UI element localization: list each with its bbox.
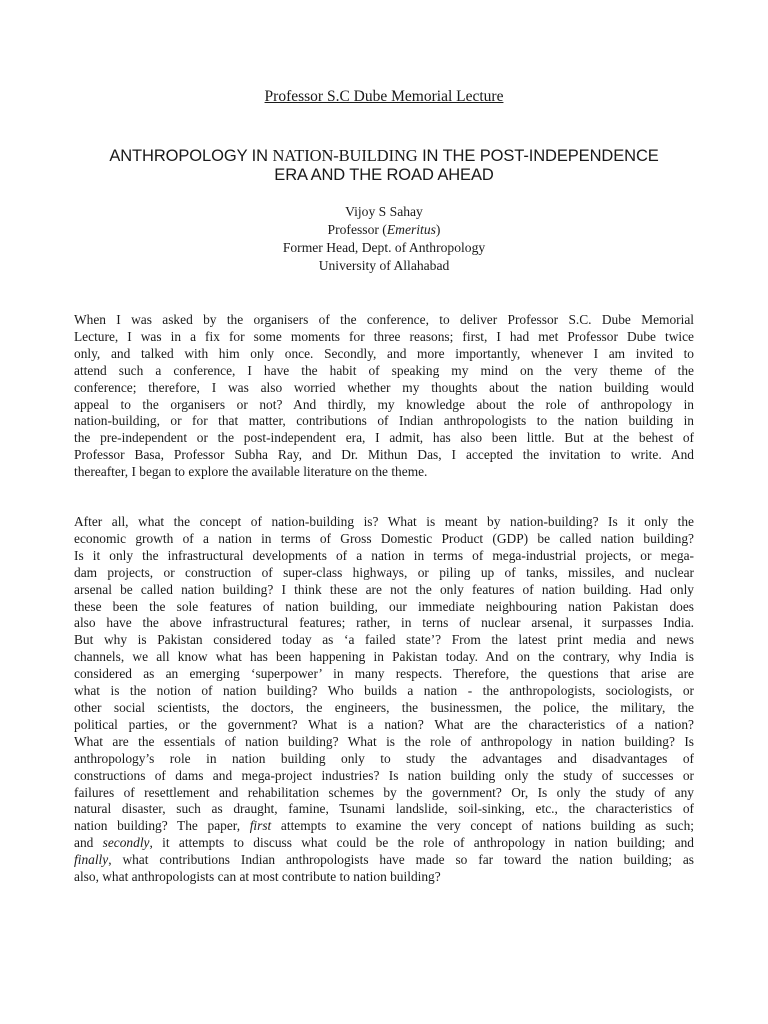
paper-title [64, 146, 704, 185]
paragraph-line: dam projects, or construction of super-class highways, or piling up of tanks, missiles, and nuclear [74, 564, 694, 580]
author-block [74, 203, 694, 275]
paragraph-line: considered as an emerging ‘superpower’ in many respects. Therefore, the questions that arise are [74, 666, 694, 682]
author-name: Vijoy S Sahay [345, 204, 423, 219]
paragraph-line: conference; therefore, I was also worried whether my thoughts about the nation building would [74, 379, 694, 395]
paragraph-line: these been the sole features of nation building, our immediate neighbouring nation Pakistan does [74, 598, 694, 614]
paragraph-2 [74, 514, 694, 886]
paper-title-line-2: ERA AND THE ROAD AHEAD [274, 166, 494, 184]
paragraph-line: But why is Pakistan considered today as ‘a failed state’? From the latest print media and news [74, 632, 694, 648]
paper-title-part-2: NATION-BUILDING [272, 146, 418, 165]
paragraph-line: also have the above infrastructural features; rather, in terns of nuclear arsenal, it surpasses India. [74, 615, 694, 631]
paragraph-line: When I was asked by the organisers of the conference, to deliver Professor S.C. Dube Memorial [74, 312, 694, 327]
paragraph-line: finally, what contributions Indian anthropologists have made so far toward the nation building; as [74, 852, 694, 868]
paragraph-line: nation building? The paper, first attempts to examine the very concept of nations building as such; [74, 818, 694, 834]
paragraph-line: economic growth of a nation in terms of Gross Domestic Product (GDP) be called nation building? [74, 530, 694, 546]
emphasis-finally: finally [74, 852, 109, 868]
paragraph-1 [74, 312, 694, 481]
paper-title-part-1: ANTHROPOLOGY IN [109, 147, 273, 165]
emphasis-first: first [249, 818, 272, 834]
paragraph-line: political parties, or the government? What is a nation? What are the characteristics of a nation? [74, 716, 694, 732]
author-position-emeritus: Emeritus [386, 222, 436, 237]
emphasis-secondly: secondly [102, 835, 150, 851]
paragraph-line: failures of resettlement and rehabilitation schemes by the government? Or, Is only the study of any [74, 784, 694, 800]
paragraph-line: appeal to the organisers or not? And thirdly, my knowledge about the role of anthropology in [74, 396, 694, 412]
paragraph-line: thereafter, I began to explore the available literature on the theme. [74, 464, 428, 480]
paragraph-line: arsenal be called nation building? I think these are not the only features of nation building. Had only [74, 581, 694, 597]
paragraph-line: natural disaster, such as draught, famine, Tsunami landslide, soil-sinking, etc., the characteristics of [74, 801, 694, 817]
paragraph-line: Lecture, I was in a fix for some moments for three reasons; first, I had met Professor Dube twice [74, 328, 694, 344]
paragraph-line: Is it only the infrastructural developments of a nation in terms of mega-industrial projects, or mega- [74, 547, 694, 563]
paragraph-line: other social scientists, the doctors, the engineers, the businessmen, the police, the military, the [74, 699, 694, 715]
paragraph-line: attend such a conference, I have the habit of speaking my mind on the very theme of the [74, 362, 694, 378]
paragraph-line: constructions of dams and mega-project industries? Is nation building only the study of successes or [74, 767, 694, 783]
paragraph-line: Professor Basa, Professor Subha Ray, and Dr. Mithun Das, I accepted the invitation to write. And [74, 447, 694, 463]
lecture-title: Professor S.C Dube Memorial Lecture [264, 88, 504, 105]
paper-title-part-3: IN THE POST-INDEPENDENCE [417, 147, 659, 165]
author-former-role: Former Head, Dept. of Anthropology [282, 240, 486, 255]
author-position: Professor (Emeritus) [327, 222, 441, 237]
paragraph-line: What are the essentials of nation building? What is the role of anthropology in nation building? Is [74, 733, 694, 749]
paragraph-line: what is the notion of nation building? Who builds a nation - the anthropologists, sociologists, or [74, 683, 694, 699]
author-university: University of Allahabad [318, 258, 450, 273]
paragraph-line: After all, what the concept of nation-building is? What is meant by nation-building? Is it only the [74, 514, 694, 529]
paragraph-line: and secondly, it attempts to discuss what could be the role of anthropology in nation building; and [74, 835, 694, 851]
paragraph-line: anthropology’s role in nation building only to study the advantages and disadvantages of [74, 750, 694, 766]
paragraph-line: nation-building, or for that matter, contributions of Indian anthropologists to the nation building in [74, 413, 694, 429]
paragraph-line: channels, we all know what has been happening in Pakistan today. And on the contrary, why India is [74, 649, 694, 665]
paragraph-line: only, and talked with him only once. Secondly, and more importantly, whenever I am invited to [74, 345, 694, 361]
paragraph-line: the pre-independent or the post-independent era, I admit, has also been little. But at the behest of [74, 430, 694, 446]
paper-title-line-1 [64, 146, 704, 166]
paragraph-line: also, what anthropologists can at most contribute to nation building? [74, 869, 441, 885]
